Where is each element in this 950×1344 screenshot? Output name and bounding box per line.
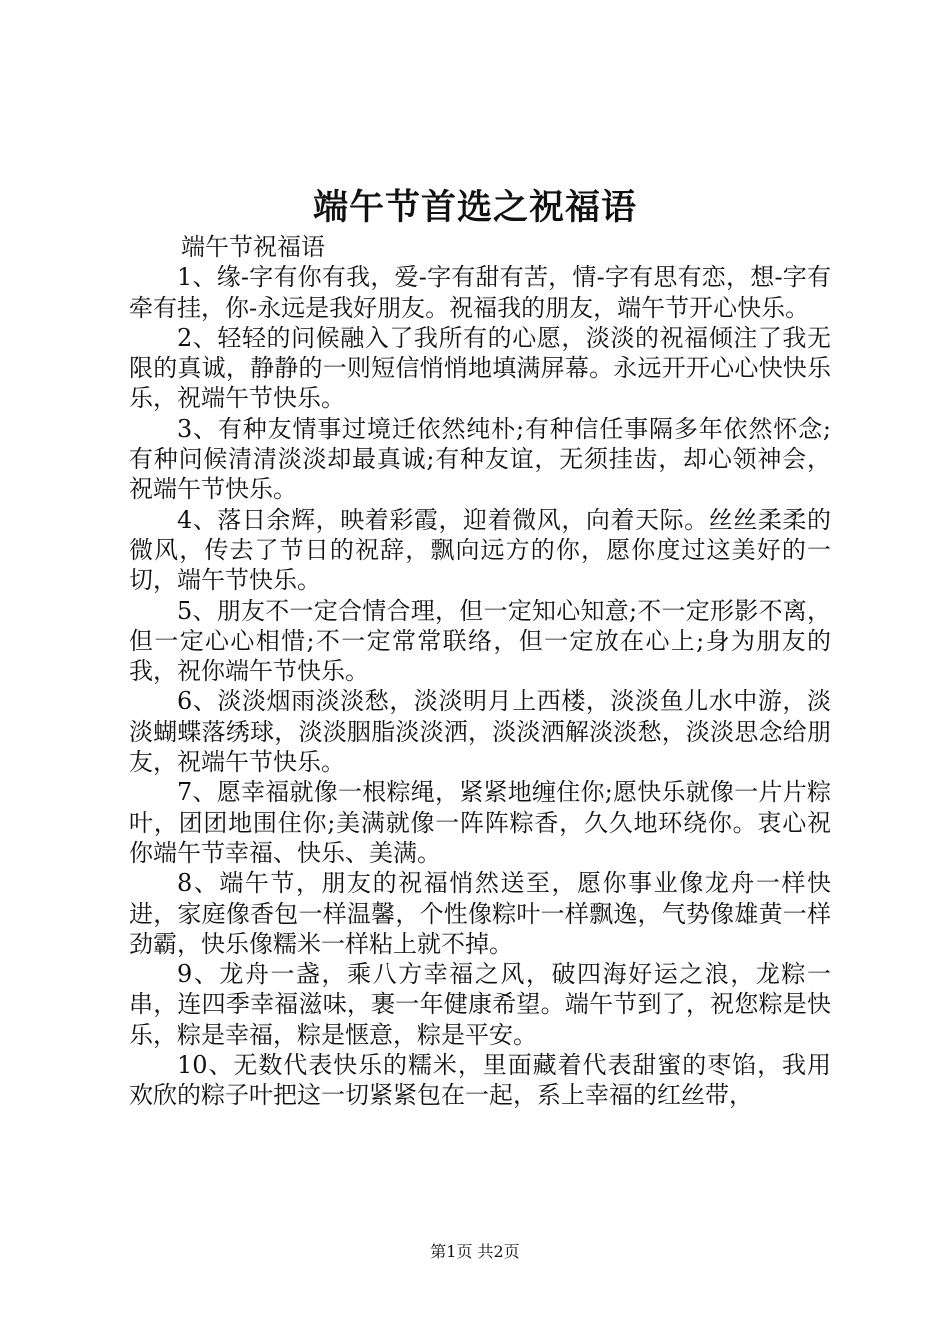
paragraph-2: 2、轻轻的问候融入了我所有的心愿，淡淡的祝福倾注了我无限的真诚，静静的一则短信悄悄地填满屏幕。永远开开心心快快乐乐，祝端午节快乐。 <box>129 323 831 413</box>
document-subtitle: 端午节祝福语 <box>181 233 325 261</box>
paragraph-4: 4、落日余辉，映着彩霞，迎着微风，向着天际。丝丝柔柔的微风，传去了节日的祝辞，飘向远方的你，愿你度过这美好的一切，端午节快乐。 <box>129 505 831 595</box>
paragraph-9: 9、龙舟一盏，乘八方幸福之风，破四海好运之浪，龙粽一串，连四季幸福滋味，裹一年健康希望。端午节到了，祝您粽是快乐，粽是幸福，粽是惬意，粽是平安。 <box>129 960 831 1049</box>
paragraph-6: 6、淡淡烟雨淡淡愁，淡淡明月上西楼，淡淡鱼儿水中游，淡淡蝴蝶落绣球，淡淡胭脂淡淡洒，淡淡洒解淡淡愁，淡淡思念给朋友，祝端午节快乐。 <box>129 687 831 777</box>
document-body <box>129 232 831 1111</box>
paragraph-5: 5、朋友不一定合情合理，但一定知心知意;不一定形影不离，但一定心心相惜;不一定常常联络，但一定放在心上;身为朋友的我，祝你端午节快乐。 <box>129 596 831 686</box>
paragraph-1: 1、缘-字有你有我，爱-字有甜有苦，情-字有思有恋，想-字有牵有挂，你-永远是我好朋友。祝福我的朋友，端午节开心快乐。 <box>129 263 831 322</box>
paragraph-8: 8、端午节，朋友的祝福悄然送至，愿你事业像龙舟一样快进，家庭像香包一样温馨，个性像粽叶一样飘逸，气势像雄黄一样劲霸，快乐像糯米一样粘上就不掉。 <box>129 869 831 958</box>
document-title: 端午节首选之祝福语 <box>312 187 637 228</box>
paragraph-3: 3、有种友情事过境迁依然纯朴;有种信任事隔多年依然怀念;有种问候清清淡淡却最真诚;有种友谊，无须挂齿，却心领神会，祝端午节快乐。 <box>129 414 831 504</box>
paragraph-7: 7、愿幸福就像一根粽绳，紧紧地缠住你;愿快乐就像一片片粽叶，团团地围住你;美满就像一阵阵粽香，久久地环绕你。衷心祝你端午节幸福、快乐、美满。 <box>129 778 831 867</box>
paragraph-10: 10、无数代表快乐的糯米，里面藏着代表甜蜜的枣馅，我用欢欣的粽子叶把这一切紧紧包在一起，系上幸福的红丝带， <box>129 1051 831 1110</box>
page-footer: 第1页 共2页 <box>430 1242 520 1261</box>
